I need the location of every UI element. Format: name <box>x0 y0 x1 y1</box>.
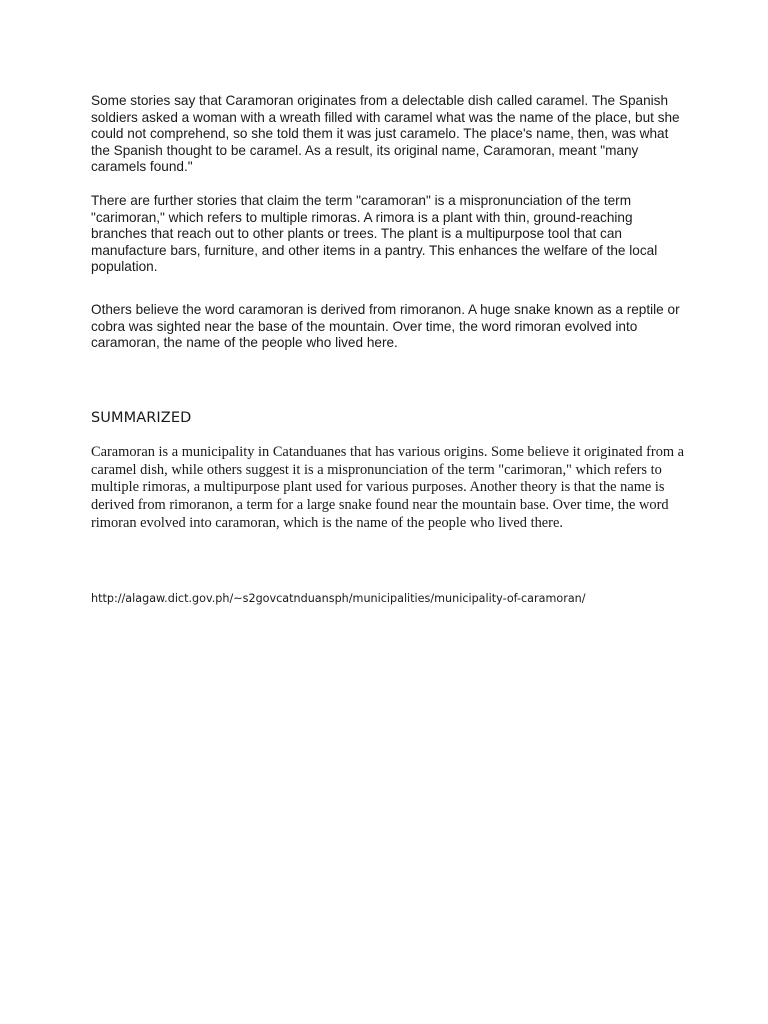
paragraph-caramel-origin: Some stories say that Caramoran originates from a delectable dish called caramel. The Spanish soldiers asked a woman with a wreath filled with caramel what was the name of the place, but she could not comprehend, so she told them it was just caramelo. The place's name, then, was what the Spanish thought to be caramel. As a result, its original name, Caramoran, meant "many caramels found." <box>91 93 680 174</box>
summary-heading: SUMMARIZED <box>91 410 192 426</box>
paragraph-rimoranon-origin: Others believe the word caramoran is derived from rimoranon. A huge snake known as a reptile or cobra was sighted near the base of the mountain. Over time, the word rimoran evolved into caramoran, the name of the people who lived here. <box>91 302 680 350</box>
summary-paragraph: Caramoran is a municipality in Catanduanes that has various origins. Some believe it originated from a caramel dish, while others suggest it is a mispronunciation of the term "carimoran," which refers to multiple rimoras, a multipurpose plant used for various purposes. Another theory is that the name is derived from rimoranon, a term for a large snake found near the mountain base. Over time, the word rimoran evolved into caramoran, which is the name of the people who lived there. <box>91 444 685 531</box>
paragraph-carimoran-origin: There are further stories that claim the term "caramoran" is a mispronunciation of the term "carimoran," which refers to multiple rimoras. A rimora is a plant with thin, ground-reaching branches that reach out to other plants or trees. The plant is a multipurpose tool that can manufacture bars, furniture, and other items in a pantry. This enhances the welfare of the local population. <box>91 193 658 274</box>
source-url: http://alagaw.dict.gov.ph/~s2govcatnduansph/municipalities/municipality-of-caramoran/ <box>91 592 586 605</box>
